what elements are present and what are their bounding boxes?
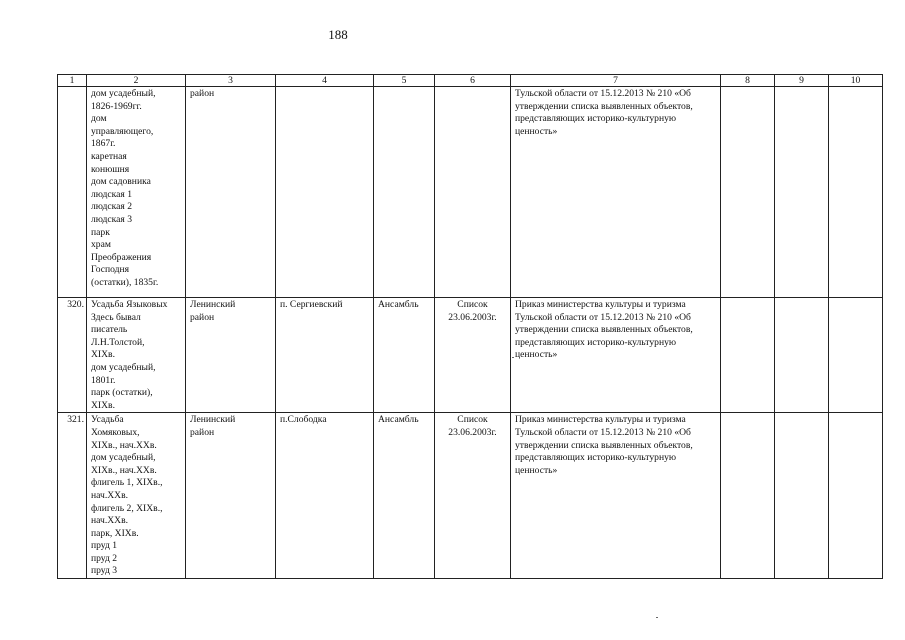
object-type-cell-text: Ансамбль — [378, 414, 419, 426]
object-name-line: дом — [91, 113, 107, 125]
scan-speck — [512, 357, 514, 358]
legal-document-line: утверждении списка выявленных объектов, — [515, 439, 693, 451]
column-8-cell — [721, 87, 775, 298]
object-name-line: людская 3 — [91, 213, 132, 225]
row-number-cell-text: 321. — [67, 414, 84, 426]
district-line: Ленинский — [190, 414, 236, 426]
object-name-line: Хомяковых, — [91, 426, 140, 438]
object-name-line: дом усадебный, — [91, 361, 156, 373]
list-date-cell — [435, 413, 511, 579]
object-name-line: нач.XXв. — [91, 515, 129, 527]
legal-document-line: Приказ министерства культуры и туризма — [515, 299, 686, 310]
column-8-cell — [721, 413, 775, 579]
legal-document-cell — [511, 87, 721, 298]
object-name-cell — [87, 87, 186, 298]
object-name-line: Л.Н.Толстой, — [91, 336, 145, 348]
column-header-2: 2 — [87, 75, 186, 87]
object-name-line: 1826-1969гг. — [91, 100, 142, 112]
column-header-1: 1 — [58, 75, 87, 87]
district-line: район — [190, 88, 215, 99]
district-cell — [186, 298, 276, 413]
locality-cell — [276, 413, 374, 579]
legal-document-line: утверждении списка выявленных объектов, — [515, 324, 693, 336]
column-header-4: 4 — [276, 75, 374, 87]
object-name-line: пруд 3 — [91, 565, 118, 577]
list-date-cell — [435, 298, 511, 413]
object-name-line: Господня — [91, 264, 130, 276]
column-9-cell — [775, 298, 829, 413]
object-type-cell — [374, 298, 435, 413]
legal-document-line: представляющих историко-культурную — [515, 452, 677, 464]
legal-document-line: утверждении списка выявленных объектов, — [515, 100, 693, 112]
column-8-cell — [721, 298, 775, 413]
column-header-3: 3 — [186, 75, 276, 87]
object-name-line: дом усадебный, — [91, 452, 156, 464]
object-name-line: Здесь бывал — [91, 311, 141, 323]
district-line: район — [190, 426, 215, 438]
district-cell — [186, 87, 276, 298]
object-name-line: пруд 2 — [91, 552, 118, 564]
object-name-line: парк (остатки), — [91, 387, 153, 399]
object-name-line: (остатки), 1835г. — [91, 276, 159, 288]
legal-document-cell — [511, 413, 721, 579]
locality-cell-text: п. Сергиевский — [280, 299, 343, 310]
object-name-line: храм — [91, 239, 111, 251]
legal-document-line: ценность» — [515, 125, 558, 137]
district-line: район — [190, 311, 215, 323]
legal-document-line: ценность» — [515, 349, 558, 361]
object-name-cell — [87, 413, 186, 579]
object-name-line: 1867г. — [91, 138, 116, 150]
list-date-line: 23.06.2003г. — [448, 426, 497, 438]
object-name-line: парк, XIXв. — [91, 527, 139, 539]
object-type-cell-text: Ансамбль — [378, 299, 419, 310]
row-number-cell — [58, 87, 87, 298]
legal-document-line: представляющих историко-культурную — [515, 336, 677, 348]
table-body — [58, 87, 883, 579]
column-header-5: 5 — [374, 75, 435, 87]
object-name-cell — [87, 298, 186, 413]
object-name-line: парк — [91, 226, 110, 238]
object-name-line: писатель — [91, 324, 128, 336]
object-name-line: XIXв. — [91, 349, 115, 361]
district-line: Ленинский — [190, 299, 236, 310]
list-date-line: 23.06.2003г. — [448, 311, 497, 323]
table-row — [58, 413, 883, 579]
row-number-cell — [58, 413, 87, 579]
legal-document-cell — [511, 298, 721, 413]
object-name-line: Усадьба Языковых — [91, 299, 168, 310]
legal-document-line: Тульской области от 15.12.2013 № 210 «Об — [515, 426, 691, 438]
object-name-line: флигель 2, XIXв., — [91, 502, 163, 514]
legal-document-line: представляющих историко-культурную — [515, 113, 677, 125]
object-name-line: XIXв., нач.XXв. — [91, 464, 157, 476]
column-header-6: 6 — [435, 75, 511, 87]
object-name-line: дом садовника — [91, 176, 151, 188]
table-row — [58, 87, 883, 298]
object-name-line: флигель 1, XIXв., — [91, 477, 163, 489]
object-name-line: пруд 1 — [91, 540, 118, 552]
object-name-line: людская 1 — [91, 188, 132, 200]
object-name-line: дом усадебный, — [91, 88, 156, 99]
column-9-cell — [775, 87, 829, 298]
list-date-cell — [435, 87, 511, 298]
column-header-9: 9 — [775, 75, 829, 87]
list-date-line: Список — [457, 299, 488, 310]
scan-speck — [656, 617, 658, 618]
row-number-cell — [58, 298, 87, 413]
locality-cell-text: п.Слободка — [280, 414, 327, 426]
locality-cell — [276, 298, 374, 413]
object-name-line: XIXв., нач.XXв. — [91, 439, 157, 451]
object-name-line: 1801г. — [91, 374, 116, 386]
column-header-10: 10 — [829, 75, 883, 87]
column-10-cell — [829, 413, 883, 579]
object-name-line: управляющего, — [91, 125, 154, 137]
column-10-cell — [829, 298, 883, 413]
object-name-line: каретная — [91, 150, 127, 162]
table-row — [58, 298, 883, 413]
district-cell — [186, 413, 276, 579]
object-name-line: конюшня — [91, 163, 130, 175]
heritage-objects-table — [57, 74, 883, 579]
column-10-cell — [829, 87, 883, 298]
column-header-7: 7 — [511, 75, 721, 87]
object-name-line: Преображения — [91, 251, 152, 263]
header-row — [58, 75, 883, 87]
row-number-cell-text: 320. — [67, 299, 84, 310]
list-date-line: Список — [457, 414, 488, 426]
column-header-8: 8 — [721, 75, 775, 87]
object-type-cell — [374, 413, 435, 579]
legal-document-line: Тульской области от 15.12.2013 № 210 «Об — [515, 311, 691, 323]
locality-cell — [276, 87, 374, 298]
column-9-cell — [775, 413, 829, 579]
object-name-line: людская 2 — [91, 201, 132, 213]
object-name-line: XIXв. — [91, 399, 115, 411]
object-name-line: Усадьба — [91, 414, 124, 426]
legal-document-line: ценность» — [515, 464, 558, 476]
object-name-line: нач.XXв. — [91, 489, 129, 501]
object-type-cell — [374, 87, 435, 298]
page-number: 188 — [328, 27, 348, 42]
legal-document-line: Тульской области от 15.12.2013 № 210 «Об — [515, 88, 691, 99]
legal-document-line: Приказ министерства культуры и туризма — [515, 414, 686, 426]
